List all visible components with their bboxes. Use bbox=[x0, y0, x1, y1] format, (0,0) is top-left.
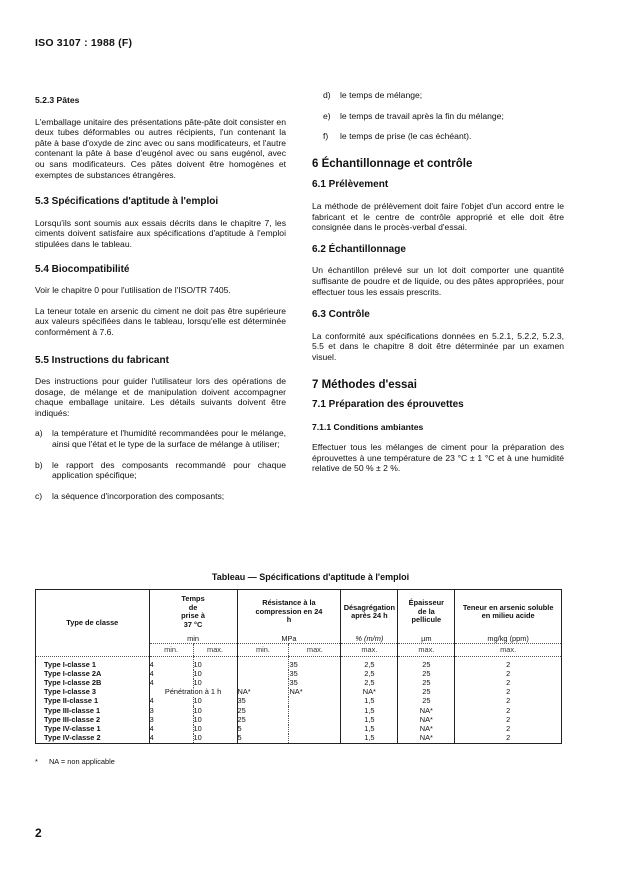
cell-epaisseur: 25 bbox=[398, 697, 455, 706]
cell-arsenic: 2 bbox=[455, 697, 562, 706]
cell-type-de-classe: Type I-classe 2A bbox=[36, 670, 150, 679]
section-5-3-text: Lorsqu'ils sont soumis aux essais décrits dans le chapitre 7, les ciments doivent satisfaire aux spécifications d'aptitude à l'emploi stipulées dans le tableau. bbox=[35, 217, 286, 249]
cell-arsenic: 2 bbox=[455, 706, 562, 715]
document-header: ISO 3107 : 1988 (F) bbox=[35, 37, 133, 49]
unit-arsenic: mg/kg (ppm) bbox=[455, 629, 562, 644]
cell-desagregation: 1,5 bbox=[341, 706, 398, 715]
footnote-mark: * bbox=[35, 757, 38, 766]
cell-prise-max: 10 bbox=[193, 679, 237, 688]
section-7-1-1-text: Effectuer tous les mélanges de ciment pour la préparation des éprouvettes à une température de 23 °C ± 1 °C et à une humidité relative de 50 % ± 2 %. bbox=[312, 442, 564, 474]
label-min: min. bbox=[237, 644, 289, 657]
cell-epaisseur: NA* bbox=[398, 734, 455, 744]
cell-resistance-min: 5 bbox=[237, 723, 242, 733]
section-5-2-3-title: 5.2.3 Pâtes bbox=[35, 95, 80, 105]
header-arsenic: Teneur en arsenic soluble en milieu acide bbox=[455, 590, 562, 630]
cell-desagregation: 1,5 bbox=[341, 716, 398, 725]
table-footnote bbox=[35, 757, 115, 766]
label-max: max. bbox=[193, 644, 237, 657]
table-row bbox=[36, 697, 562, 706]
cell-desagregation: 1,5 bbox=[341, 697, 398, 706]
label-min: min. bbox=[149, 644, 193, 657]
header-temps-de-prise: Temps de prise à 37 °C bbox=[149, 590, 237, 630]
cell-resistance-min: 35 bbox=[237, 696, 246, 706]
cell-type-de-classe: Type I-classe 1 bbox=[36, 657, 150, 670]
cell-arsenic: 2 bbox=[455, 679, 562, 688]
page-number: 2 bbox=[35, 826, 42, 840]
section-6-2-title: 6.2 Échantillonnage bbox=[312, 243, 406, 255]
cell-epaisseur: NA* bbox=[398, 725, 455, 734]
cell-prise-min: 4 bbox=[149, 696, 154, 706]
cell-arsenic: 2 bbox=[455, 734, 562, 744]
section-7-title: 7 Méthodes d'essai bbox=[312, 378, 417, 391]
cell-prise-min: 4 bbox=[149, 723, 154, 733]
list-item: c) la séquence d'incorporation des composants; bbox=[35, 490, 225, 501]
unit-resistance: MPa bbox=[237, 629, 341, 644]
cell-resistance-max bbox=[289, 734, 341, 744]
cell-prise-min: 4 bbox=[149, 668, 154, 678]
list-item: e) le temps de travail après la fin du mélange; bbox=[323, 110, 504, 121]
list-item: f) le temps de prise (le cas échéant). bbox=[323, 131, 472, 142]
table-row bbox=[36, 716, 562, 725]
label-max: max. bbox=[341, 644, 398, 657]
cell-type-de-classe: Type IV-classe 2 bbox=[36, 734, 150, 744]
table-row bbox=[36, 670, 562, 679]
section-5-3-title: 5.3 Spécifications d'aptitude à l'emploi bbox=[35, 196, 219, 208]
cell-prise-max: 10 bbox=[193, 657, 237, 670]
section-7-1-1-title: 7.1.1 Conditions ambiantes bbox=[312, 421, 424, 432]
list-item: b) le rapport des composants recommandé pour chaque application spécifique; bbox=[35, 459, 286, 481]
left-column bbox=[35, 95, 286, 501]
cell-epaisseur: NA* bbox=[398, 716, 455, 725]
section-6-2-text: Un échantillon prélevé sur un lot doit comporter une quantité suffisante de poudre et de liquide, ou des pâtes appropriées, pour effectuer tous les essais prescrits. bbox=[312, 265, 564, 297]
table-row bbox=[36, 688, 562, 697]
cell-prise-min: 3 bbox=[149, 714, 154, 724]
section-6-1-text: La méthode de prélèvement doit faire l'objet d'un accord entre le fabricant et le centre de contrôle approprié et elle doit être consignée dans le procès-verbal d'essai. bbox=[312, 200, 564, 233]
cell-prise-max: 10 bbox=[193, 697, 237, 706]
cell-desagregation: 2,5 bbox=[341, 679, 398, 688]
cell-type-de-classe: Type IV-classe 1 bbox=[36, 725, 150, 734]
cell-desagregation: 1,5 bbox=[341, 734, 398, 744]
section-5-4-text-1: Voir le chapitre 0 pour l'utilisation de l'ISO/TR 7405. bbox=[35, 285, 231, 296]
cell-desagregation: 2,5 bbox=[341, 670, 398, 679]
cell-resistance-min bbox=[237, 657, 289, 670]
unit-desagregation: % (m/m) bbox=[341, 629, 398, 644]
cell-arsenic: 2 bbox=[455, 716, 562, 725]
label-max: max. bbox=[289, 644, 341, 657]
header-resistance: Résistance à la compression en 24 h bbox=[237, 590, 341, 630]
cell-prise-max: 10 bbox=[193, 706, 237, 715]
cell-type-de-classe: Type II-classe 1 bbox=[36, 697, 150, 706]
right-column bbox=[312, 90, 564, 474]
cell-prise-min: 4 bbox=[149, 678, 154, 688]
section-6-title: 6 Échantillonnage et contrôle bbox=[312, 157, 473, 170]
cell-resistance-min: 25 bbox=[237, 714, 246, 724]
cell-prise-min: 4 bbox=[149, 734, 193, 744]
cell-desagregation: NA* bbox=[341, 688, 398, 697]
cell-epaisseur: 25 bbox=[398, 679, 455, 688]
cell-prise-min: 3 bbox=[149, 705, 154, 715]
cell-desagregation: 1,5 bbox=[341, 725, 398, 734]
list-item: d) le temps de mélange; bbox=[323, 90, 423, 100]
cell-temps-de-prise: Pénétration à 1 h bbox=[149, 688, 237, 697]
header-type-de-classe: Type de classe bbox=[36, 590, 150, 657]
section-5-5-text: Des instructions pour guider l'utilisateur lors des opérations de dosage, de mélange et de manipulation doivent accompagner chaque emballage unitaire. Les détails suivants doivent être indiqués: bbox=[35, 376, 286, 418]
cell-resistance-min: NA* bbox=[237, 687, 251, 697]
cell-arsenic: 2 bbox=[455, 688, 562, 697]
cell-resistance-max: 35 bbox=[289, 670, 341, 679]
section-5-5-title: 5.5 Instructions du fabricant bbox=[35, 354, 169, 366]
table-row bbox=[36, 734, 562, 744]
cell-prise-max: 10 bbox=[193, 725, 237, 734]
cell-type-de-classe: Type I-classe 3 bbox=[36, 688, 150, 697]
label-max: max. bbox=[455, 644, 562, 657]
cell-epaisseur: 25 bbox=[398, 688, 455, 697]
table-row bbox=[36, 657, 562, 670]
cell-prise-min: 4 bbox=[149, 659, 154, 669]
cell-resistance-min bbox=[237, 670, 289, 679]
cell-prise-max: 10 bbox=[193, 734, 237, 744]
cell-prise-max: 10 bbox=[193, 670, 237, 679]
section-6-1-title: 6.1 Prélèvement bbox=[312, 179, 389, 191]
list-item: a) la température et l'humidité recommandées pour le mélange, ainsi que l'état et le type de la surface de mélange à utiliser; bbox=[35, 428, 286, 450]
cell-epaisseur: 25 bbox=[398, 670, 455, 679]
cell-type-de-classe: Type III-classe 2 bbox=[36, 716, 150, 725]
footnote-text: NA = non applicable bbox=[48, 757, 115, 766]
table-row bbox=[36, 706, 562, 715]
header-desagregation: Désagrégation après 24 h bbox=[341, 590, 398, 630]
table-row bbox=[36, 725, 562, 734]
cell-resistance-max bbox=[289, 725, 341, 734]
cell-resistance-max: NA* bbox=[289, 688, 341, 697]
cell-resistance-max: 35 bbox=[289, 679, 341, 688]
label-max: max. bbox=[398, 644, 455, 657]
cell-epaisseur: NA* bbox=[398, 706, 455, 715]
cell-resistance-max bbox=[289, 697, 341, 706]
cell-resistance-min: 5 bbox=[237, 734, 289, 744]
cell-epaisseur: 25 bbox=[398, 657, 455, 670]
cell-arsenic: 2 bbox=[455, 657, 562, 670]
cell-arsenic: 2 bbox=[455, 725, 562, 734]
cell-desagregation: 2,5 bbox=[341, 657, 398, 670]
table-title: Tableau — Spécifications d'aptitude à l'emploi bbox=[211, 572, 410, 582]
specifications-table bbox=[35, 589, 562, 744]
cell-arsenic: 2 bbox=[455, 670, 562, 679]
cell-resistance-max: 35 bbox=[289, 657, 341, 670]
unit-prise: min bbox=[149, 629, 237, 644]
section-6-3-text: La conformité aux spécifications données en 5.2.1, 5.2.2, 5.2.3, 5.5 et dans le chapitre 8 doit être déterminée par un examen visuel. bbox=[312, 330, 564, 362]
cell-resistance-max bbox=[289, 706, 341, 715]
section-5-4-text-2: La teneur totale en arsenic du ciment ne doit pas être supérieure aux valeurs spécifiées dans le tableau, lorsqu'elle est déterminée conformément à 7.6. bbox=[35, 305, 286, 337]
cell-prise-max: 10 bbox=[193, 716, 237, 725]
section-5-4-title: 5.4 Biocompatibilité bbox=[35, 263, 130, 275]
cell-type-de-classe: Type III-classe 1 bbox=[36, 706, 150, 715]
cell-resistance-min: 25 bbox=[237, 705, 246, 715]
header-epaisseur: Épaisseur de la pellicule bbox=[398, 590, 455, 630]
cell-type-de-classe: Type I-classe 2B bbox=[36, 679, 150, 688]
unit-epaisseur: µm bbox=[398, 629, 455, 644]
section-5-2-3-text: L'emballage unitaire des présentations pâte-pâte doit consister en deux tubes déformables ou autres récipients, l'un contenant la pâte à base d'oxyde de zinc avec ou sans modificateurs, et l'autre contenant la pâte à base d'eugénol avec ou sans eugénol, avec ou sans modificateurs. Ces pâtes doivent être homogènes et exemptes de substances étrangères. bbox=[35, 116, 286, 180]
cell-resistance-max bbox=[289, 716, 341, 725]
section-7-1-title: 7.1 Préparation des éprouvettes bbox=[312, 399, 464, 411]
section-6-3-title: 6.3 Contrôle bbox=[312, 309, 370, 321]
